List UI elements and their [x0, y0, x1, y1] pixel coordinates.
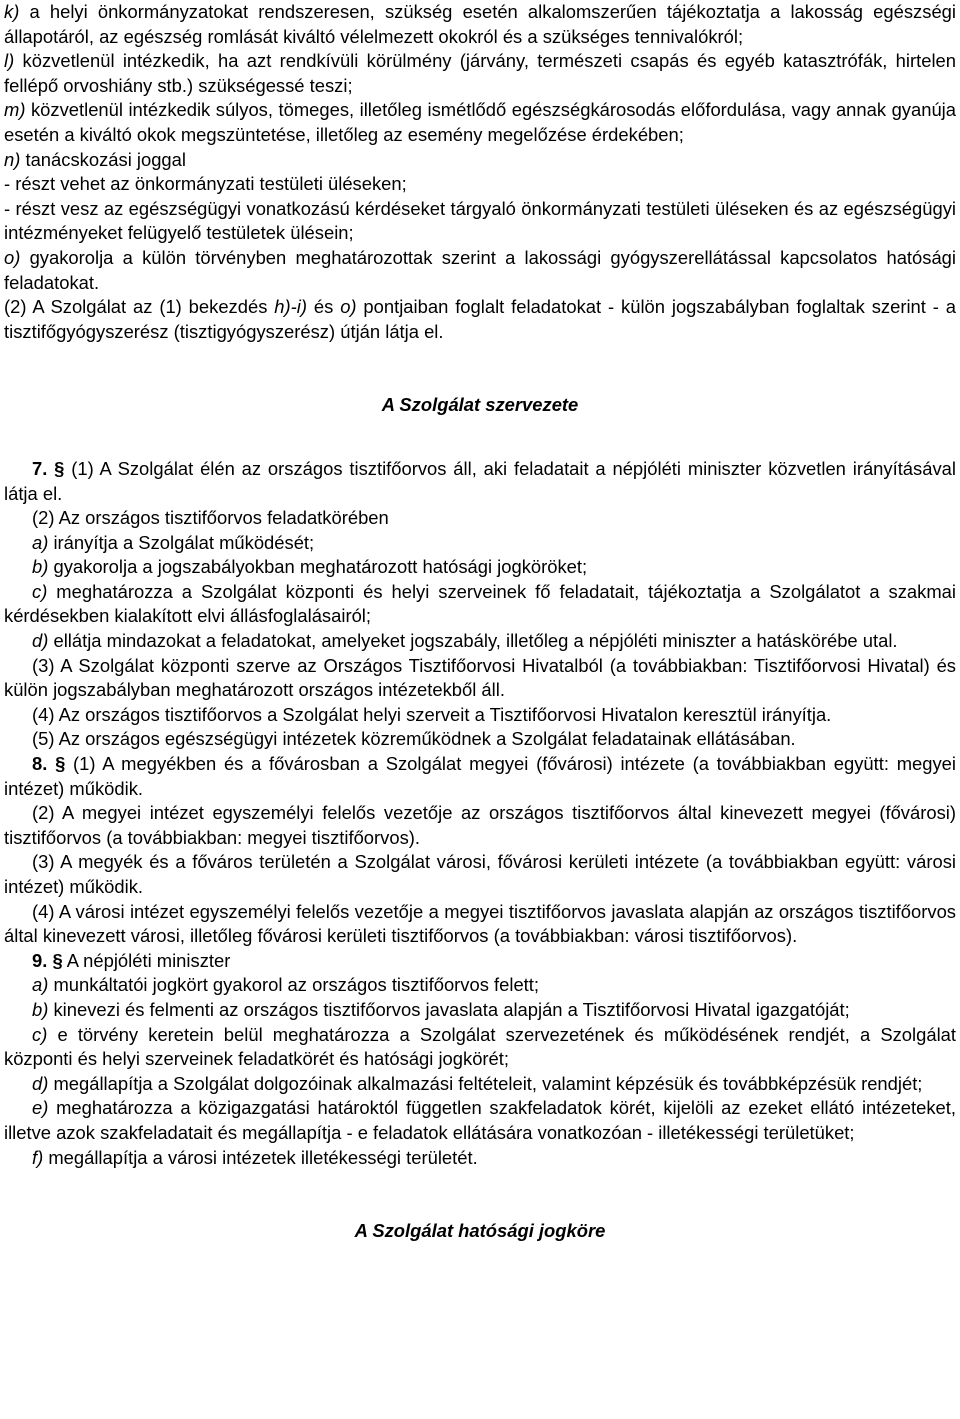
item-label: b) — [32, 556, 49, 578]
spacer — [4, 344, 956, 393]
list-item — [4, 973, 956, 998]
list-item — [4, 629, 956, 654]
paragraph — [4, 506, 956, 531]
paragraph-2 — [4, 295, 956, 344]
document-page — [4, 0, 956, 1244]
item-label: l) — [4, 50, 15, 72]
item-text: ellátja mindazokat a feladatokat, amelyeket jogszabály, illetőleg a népjóléti miniszter a hatáskörébe utal. — [48, 630, 898, 652]
item-label: f) — [32, 1146, 44, 1168]
item-label: c) — [32, 580, 48, 602]
section-sign-link[interactable]: § — [54, 457, 65, 479]
item-label: a) — [32, 974, 49, 996]
list-item — [4, 49, 956, 98]
item-text: tanácskozási joggal — [20, 148, 186, 170]
item-text: gyakorolja a külön törvényben meghatározottak szerint a lakossági gyógyszerellátással kapcsolatos hatósági feladatokat. — [4, 246, 956, 293]
list-item — [4, 148, 956, 173]
list-item — [4, 172, 956, 197]
item-label: d) — [32, 1072, 49, 1094]
section-9 — [4, 949, 956, 1170]
item-label: c) — [32, 1023, 48, 1045]
paragraph — [4, 900, 956, 949]
list-item — [4, 0, 956, 49]
list-item — [4, 1096, 956, 1145]
paragraph — [4, 801, 956, 850]
section-number: 8. — [32, 753, 48, 775]
text-run: h)-i) — [274, 296, 307, 318]
item-text: meghatározza a közigazgatási határoktól független szakfeladatok körét, kijelöli az ezeket ellátó intézeteket, illetve azok szakfeladatait és megállapítja - e feladatok ellátására vonatkozóan - illetékességi területüket; — [4, 1097, 956, 1143]
text-run: (1) A megyékben és a fővárosban a Szolgálat megyei (fővárosi) intézete (a továbbiakban együtt: megyei intézet) működik. — [4, 753, 956, 799]
paragraph — [4, 727, 956, 752]
section-7 — [4, 457, 956, 752]
item-label: b) — [32, 998, 49, 1020]
list-item — [4, 1072, 956, 1097]
list-item — [4, 531, 956, 556]
item-text: közvetlenül intézkedik, ha azt rendkívüli körülmény (járvány, természeti csapás és egyéb katasztrófák, hirtelen fellépő orvoshiány stb.) szükségessé teszi; — [4, 50, 956, 96]
list-item — [4, 580, 956, 629]
item-text: gyakorolja a jogszabályokban meghatározott hatósági jogköröket; — [48, 556, 588, 578]
spacer — [4, 1170, 956, 1219]
item-text: meghatározza a Szolgálat központi és helyi szerveinek fő feladatait, tájékoztatja a Szolgálatot a szakmai kérdésekben kialakított elvi állásfoglalásairól; — [4, 580, 956, 627]
list-item — [4, 998, 956, 1023]
list-item — [4, 246, 956, 295]
list-item — [4, 1023, 956, 1072]
section-sign-link[interactable]: § — [52, 949, 63, 971]
paragraph — [4, 703, 956, 728]
text-run: és — [306, 296, 341, 318]
text-run: (3) A megyék és a főváros területén a Szolgálat városi, fővárosi kerületi intézete (a továbbiakban együtt: városi intézet) működik. — [4, 851, 956, 897]
section-heading: A Szolgálat szervezete — [381, 394, 579, 416]
item-label: a) — [32, 531, 49, 553]
text-run: (1) A Szolgálat élén az országos tisztifőorvos áll, aki feladatait a népjóléti miniszter közvetlen irányításával látja el. — [4, 457, 956, 504]
item-label: n) — [4, 148, 21, 170]
paragraph — [4, 457, 956, 506]
item-text: - részt vehet az önkormányzati testületi üléseken; — [4, 173, 407, 195]
text-run: (2) A megyei intézet egyszemélyi felelős vezetője az országos tisztifőorvos által kinevezett megyei (fővárosi) tisztifőorvos (a továbbiakban: megyei tisztifőorvos). — [4, 802, 956, 848]
item-text: megállapítja a Szolgálat dolgozóinak alkalmazási feltételeit, valamint képzésük és továbbképzésük rendjét; — [48, 1072, 923, 1094]
top-list — [4, 0, 956, 295]
item-label: o) — [4, 246, 21, 268]
text-run: (3) A Szolgálat központi szerve az Országos Tisztifőorvosi Hivatalból (a továbbiakban: Tisztifőorvosi Hivatal) és külön jogszabályban meghatározott országos intézetekből áll. — [4, 654, 956, 701]
list-item — [4, 555, 956, 580]
paragraph — [4, 654, 956, 703]
item-text: a helyi önkormányzatokat rendszeresen, szükség esetén alkalomszerűen tájékoztatja a lakosság egészségi állapotáról, az egészség romlását kiváltó vélelmezett okokról és a szükséges tennivalókról; — [4, 1, 956, 47]
item-text: kinevezi és felmenti az országos tisztifőorvos javaslata alapján a Tisztifőorvosi Hivatal igazgatóját; — [48, 998, 850, 1020]
item-label: k) — [4, 1, 20, 22]
paragraph — [4, 850, 956, 899]
text-run: A népjóléti miniszter — [62, 949, 231, 971]
item-label: e) — [32, 1097, 49, 1119]
section-number: 7. — [32, 457, 48, 479]
text-run: (4) Az országos tisztifőorvos a Szolgálat helyi szerveit a Tisztifőorvosi Hivatalon keresztül irányítja. — [32, 703, 832, 725]
list-item — [4, 197, 956, 246]
section-sign-link[interactable]: § — [55, 753, 66, 775]
section-heading: A Szolgálat hatósági jogköre — [354, 1220, 606, 1242]
section-number: 9. — [32, 949, 48, 971]
text-run: o) — [340, 296, 357, 318]
item-label: d) — [32, 630, 49, 652]
spacer — [4, 418, 956, 457]
list-item — [4, 98, 956, 147]
item-text: munkáltatói jogkört gyakorol az országos tisztifőorvos felett; — [48, 974, 539, 996]
item-text: - részt vesz az egészségügyi vonatkozású kérdéseket tárgyaló önkormányzati testületi üléseken és az egészségügyi intézményeket felügyelő testületek ülésein; — [4, 197, 956, 244]
text-run: (2) A Szolgálat az (1) bekezdés — [4, 296, 275, 318]
item-text: közvetlenül intézkedik súlyos, tömeges, illetőleg ismétlődő egészségkárosodás előfordulása, vagy annak gyanúja esetén a kiváltó okok megszüntetése, illetőleg az esemény megelőzése érdekében; — [4, 99, 956, 145]
item-text: irányítja a Szolgálat működését; — [48, 531, 315, 553]
text-run: (2) Az országos tisztifőorvos feladatkörében — [32, 507, 389, 529]
section-8 — [4, 752, 956, 949]
item-text: megállapítja a városi intézetek illetékességi területét. — [43, 1146, 478, 1168]
text-run: (4) A városi intézet egyszemélyi felelős vezetője a megyei tisztifőorvos javaslata alapján az országos tisztifőorvos által kinevezett városi, illetőleg fővárosi kerületi tisztifőorvos (a továbbiakban: városi tisztifőorvos). — [4, 900, 956, 947]
item-text: e törvény keretein belül meghatározza a Szolgálat szervezetének és működésének rendjét, a Szolgálat központi és helyi szerveinek feladatkörét és hatósági jogkörét; — [4, 1023, 956, 1070]
text-run: pontjaiban foglalt feladatokat - külön jogszabályban foglaltak szerint - a tisztifőgyógyszerész (tisztigyógyszerész) útján látja el. — [4, 296, 956, 342]
paragraph — [4, 752, 956, 801]
list-item — [4, 1146, 956, 1171]
text-run: (5) Az országos egészségügyi intézetek közreműködnek a Szolgálat feladatainak ellátásában. — [32, 728, 796, 750]
paragraph — [4, 949, 956, 974]
item-label: m) — [4, 99, 26, 121]
